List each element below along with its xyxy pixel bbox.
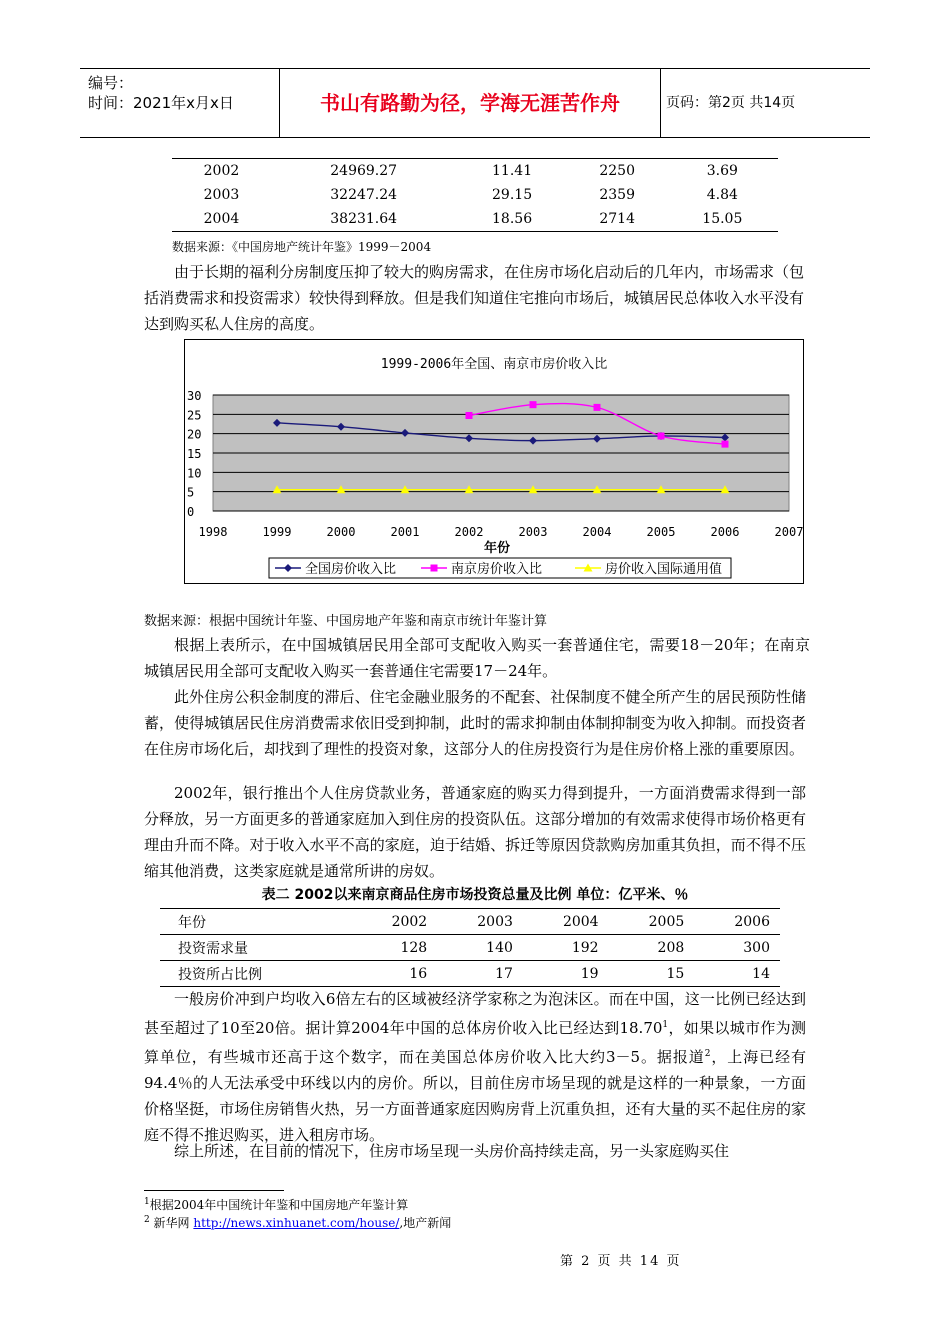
row-label: 投资需求量 [160, 935, 352, 961]
x-tick-label: 2002 [454, 525, 484, 539]
table-cell: 2002 [352, 909, 438, 935]
paragraph-5-part-a: 一般房价冲到户均收入6倍左右的区域被经济学家称之为泡沫区。而在中国，这一比例已经达到甚至超过了10至20倍。据计算2004年中国的总体房价收入比已经达到18.70 [144, 990, 806, 1037]
table-cell: 300 [694, 935, 780, 961]
paragraph-2: 根据上表所示，在中国城镇居民用全部可支配收入购买一套普通住宅，需要18－20年；在南京城镇居民用全部可支配收入购买一套普通住宅需要17－24年。 [144, 636, 810, 680]
data-point [466, 412, 473, 419]
table-cell: 32247.24 [330, 187, 398, 203]
table-cell: 192 [523, 935, 609, 961]
footnote-separator [144, 1190, 284, 1191]
table-row [172, 183, 778, 207]
table-row [160, 961, 780, 987]
table-row [172, 159, 778, 184]
table-cell: 2714 [568, 207, 667, 232]
table-cell: 2003 [203, 187, 240, 203]
footnote-1-mark: 1 [144, 1197, 150, 1207]
table-cell: 15.05 [667, 207, 778, 232]
paragraph-1: 由于长期的福利分房制度压抑了较大的购房需求，在住房市场化启动后的几年内，市场需求（包括消费需求和投资需求）较快得到释放。但是我们知道住宅推向市场后，城镇居民总体收入水平没有达到购买私人住房的高度。 [144, 263, 805, 333]
footnote-2-mark: 2 [144, 1215, 150, 1225]
y-tick-label: 5 [187, 485, 195, 500]
row-label: 投资所占比例 [160, 961, 352, 987]
y-tick-label: 0 [187, 505, 195, 519]
x-tick-label: 2006 [710, 525, 740, 539]
table-cell: 2250 [568, 159, 667, 184]
paragraph-5-part-b: ，如果以城市作为测算单位，有些城市还高于这个数字，而在美国总体房价收入比大约3－5。据报道 [144, 1019, 806, 1066]
table-cell: 2003 [437, 909, 523, 935]
x-tick-label: 1999 [262, 525, 292, 539]
x-tick-label: 2007 [774, 525, 803, 539]
paragraph-4: 2002年，银行推出个人住房贷款业务，普通家庭的购买力得到提升，一方面消费需求得到一部分释放，另一方面更多的普通家庭加入到住房的投资队伍。这部分增加的有效需求使得市场价格更有理由升而不降。对于收入水平不高的家庭，迫于结婚、拆迁等原因贷款购房加重其负担，而不得不压缩其他消费，这类家庭就是通常所讲的房奴。 [144, 784, 806, 880]
table-cell: 14 [694, 961, 780, 987]
table-cell: 38231.64 [271, 207, 456, 232]
table-row [160, 935, 780, 961]
table-cell: 29.15 [492, 187, 533, 203]
table-cell: 16 [352, 961, 438, 987]
x-tick-label: 2000 [326, 525, 356, 539]
legend-marker [431, 565, 438, 572]
page-footer: 第 2 页 共 14 页 [560, 1254, 682, 1269]
table-cell: 15 [609, 961, 695, 987]
table-cell: 2004 [523, 909, 609, 935]
table2-caption: 表二 2002以来南京商品住房市场投资总量及比例 单位：亿平米、％ [261, 887, 689, 903]
y-tick-label: 15 [187, 447, 202, 461]
legend-label: 房价收入国际通用值 [605, 562, 723, 577]
table-cell: 24969.27 [271, 159, 456, 184]
table-cell: 3.69 [667, 159, 778, 184]
x-tick-label: 1998 [198, 525, 228, 539]
table-cell: 17 [437, 961, 523, 987]
footnote-1-text: 根据2004年中国统计年鉴和中国房地产年鉴计算 [149, 1198, 409, 1212]
y-tick-label: 30 [187, 389, 202, 403]
table-cell: 128 [352, 935, 438, 961]
header-motto: 书山有路勤为径，学海无涯苦作舟 [280, 69, 661, 137]
header-meta [80, 69, 280, 137]
y-tick-label: 20 [187, 427, 202, 442]
footnote-1 [144, 1196, 408, 1213]
paragraph-5 [144, 986, 806, 1148]
data-point [658, 432, 665, 439]
paragraph-6: 综上所述，在目前的情况下，住房市场呈现一头房价高持续走高，另一头家庭购买住 [174, 1142, 730, 1160]
x-tick-label: 2005 [646, 525, 676, 539]
paragraph-3: 此外住房公积金制度的滞后、住宅金融业服务的不配套、社保制度不健全所产生的居民预防性储蓄，使得城镇居民住房消费需求依旧受到抑制，此时的需求抑制由体制抑制变为收入抑制。而投资者在住房市场化后，却找到了理性的投资对象，这部分人的住房投资行为是住房价格上涨的重要原因。 [144, 688, 806, 758]
doc-number-label: 编号： [88, 74, 134, 92]
footnote-ref-1[interactable]: 1 [662, 1020, 669, 1030]
table-cell: 208 [609, 935, 695, 961]
table-row [160, 909, 780, 935]
source-note-1: 数据来源：《中国房地产统计年鉴》1999－2004 [172, 240, 432, 254]
line-chart [185, 340, 803, 583]
table-cell: 140 [437, 935, 523, 961]
page-header [80, 68, 870, 138]
table-cell: 18.56 [456, 207, 567, 232]
x-tick-label: 2001 [390, 525, 420, 539]
data-point [530, 401, 537, 408]
footnote-2-suffix: ,地产新闻 [399, 1216, 452, 1230]
chart-container [184, 339, 804, 584]
paragraph-5-part-c: ，上海已经有94.4％的人无法承受中环线以内的房价。所以，目前住房市场呈现的就是这样的一种景象，一方面价格坚挺，市场住房销售火热，另一方面普通家庭因购房背上沉重负担，还有大量的买不起住房的家庭不得不推迟购买，进入租房市场。 [144, 1048, 806, 1144]
y-tick-label: 10 [187, 466, 202, 481]
data-point [594, 404, 601, 411]
table-cell: 2005 [609, 909, 695, 935]
table-cell: 2002 [172, 159, 271, 184]
table-investment [160, 908, 780, 987]
table-cell: 2006 [694, 909, 780, 935]
table-cell: 19 [523, 961, 609, 987]
row-label: 年份 [160, 909, 352, 935]
x-tick-label: 2003 [518, 525, 548, 539]
data-point [722, 441, 729, 448]
y-tick-label: 25 [187, 408, 202, 423]
table-cell: 2004 [172, 207, 271, 232]
footnote-2-prefix: 新华网 [149, 1216, 194, 1230]
legend-label: 全国房价收入比 [305, 562, 397, 577]
footnote-ref-2[interactable]: 2 [704, 1049, 711, 1059]
legend-label: 南京房价收入比 [451, 562, 543, 577]
table-cell: 4.84 [706, 187, 738, 203]
source-note-2: 数据来源：根据中国统计年鉴、中国房地产年鉴和南京市统计年鉴计算 [144, 614, 548, 629]
x-axis-label: 年份 [483, 541, 511, 556]
table-cell: 11.41 [456, 159, 567, 184]
header-page-info: 页码：第2页 共14页 [666, 95, 796, 111]
chart-title: 1999-2006年全国、南京市房价收入比 [380, 357, 608, 372]
footnote-2-link[interactable]: http://news.xinhuanet.com/house/ [193, 1216, 400, 1230]
table-income [172, 158, 778, 232]
x-tick-label: 2004 [582, 525, 612, 539]
doc-date-label: 时间：2021年x月x日 [88, 94, 234, 112]
table-cell: 2359 [599, 187, 635, 203]
table-row [172, 207, 778, 232]
footnote-2 [144, 1214, 451, 1231]
